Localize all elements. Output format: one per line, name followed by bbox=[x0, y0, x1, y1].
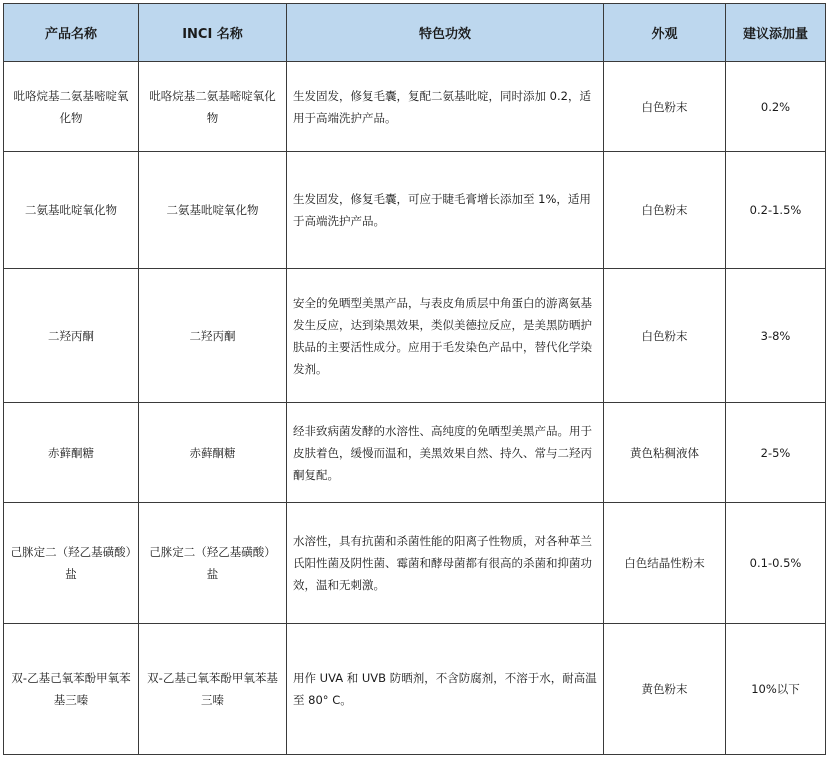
cell-product-name: 双-乙基己氧苯酚甲氧苯基三嗪 bbox=[4, 624, 139, 755]
product-table bbox=[3, 3, 826, 755]
cell-effect: 经非致病菌发酵的水溶性、高纯度的免晒型美黑产品。用于皮肤着色，缓慢而温和，美黑效果自然、持久、常与二羟丙酮复配。 bbox=[287, 403, 604, 503]
cell-product-name: 二羟丙酮 bbox=[4, 269, 139, 403]
cell-inci-name: 吡咯烷基二氨基嘧啶氧化物 bbox=[139, 62, 287, 152]
cell-appearance: 黄色粘稠液体 bbox=[604, 403, 726, 503]
cell-dosage: 10%以下 bbox=[726, 624, 826, 755]
header-product-name: 产品名称 bbox=[4, 4, 139, 62]
cell-inci-name: 二氨基吡啶氧化物 bbox=[139, 152, 287, 269]
cell-dosage: 3-8% bbox=[726, 269, 826, 403]
header-dosage: 建议添加量 bbox=[726, 4, 826, 62]
table-row bbox=[4, 503, 826, 624]
cell-effect: 安全的免晒型美黑产品，与表皮角质层中角蛋白的游离氨基发生反应，达到染黑效果，类似美德拉反应，是美黑防晒护肤品的主要活性成分。应用于毛发染色产品中，替代化学染发剂。 bbox=[287, 269, 604, 403]
cell-inci-name: 己脒定二（羟乙基磺酸）盐 bbox=[139, 503, 287, 624]
cell-effect: 用作 UVA 和 UVB 防晒剂，不含防腐剂，不溶于水，耐高温至 80° C。 bbox=[287, 624, 604, 755]
header-effect: 特色功效 bbox=[287, 4, 604, 62]
header-inci-name: INCI 名称 bbox=[139, 4, 287, 62]
cell-effect: 生发固发，修复毛囊，复配二氨基吡啶，同时添加 0.2，适用于高端洗护产品。 bbox=[287, 62, 604, 152]
cell-dosage: 0.2% bbox=[726, 62, 826, 152]
cell-effect: 生发固发，修复毛囊，可应于睫毛膏增长添加至 1%，适用于高端洗护产品。 bbox=[287, 152, 604, 269]
cell-appearance: 黄色粉末 bbox=[604, 624, 726, 755]
cell-inci-name: 二羟丙酮 bbox=[139, 269, 287, 403]
cell-dosage: 0.1-0.5% bbox=[726, 503, 826, 624]
table-row bbox=[4, 624, 826, 755]
header-row bbox=[4, 4, 826, 62]
table-row bbox=[4, 269, 826, 403]
cell-dosage: 0.2-1.5% bbox=[726, 152, 826, 269]
cell-appearance: 白色结晶性粉末 bbox=[604, 503, 726, 624]
cell-product-name: 吡咯烷基二氨基嘧啶氧化物 bbox=[4, 62, 139, 152]
cell-product-name: 己脒定二（羟乙基磺酸）盐 bbox=[4, 503, 139, 624]
cell-product-name: 赤藓酮糖 bbox=[4, 403, 139, 503]
cell-dosage: 2-5% bbox=[726, 403, 826, 503]
table-row bbox=[4, 403, 826, 503]
cell-inci-name: 赤藓酮糖 bbox=[139, 403, 287, 503]
table-row bbox=[4, 152, 826, 269]
cell-appearance: 白色粉末 bbox=[604, 62, 726, 152]
cell-product-name: 二氨基吡啶氧化物 bbox=[4, 152, 139, 269]
cell-inci-name: 双-乙基己氧苯酚甲氧苯基三嗪 bbox=[139, 624, 287, 755]
table-row bbox=[4, 62, 826, 152]
cell-appearance: 白色粉末 bbox=[604, 269, 726, 403]
header-appearance: 外观 bbox=[604, 4, 726, 62]
cell-appearance: 白色粉末 bbox=[604, 152, 726, 269]
cell-effect: 水溶性，具有抗菌和杀菌性能的阳离子性物质，对各种革兰氏阳性菌及阴性菌、霉菌和酵母菌都有很高的杀菌和抑菌功效，温和无刺激。 bbox=[287, 503, 604, 624]
